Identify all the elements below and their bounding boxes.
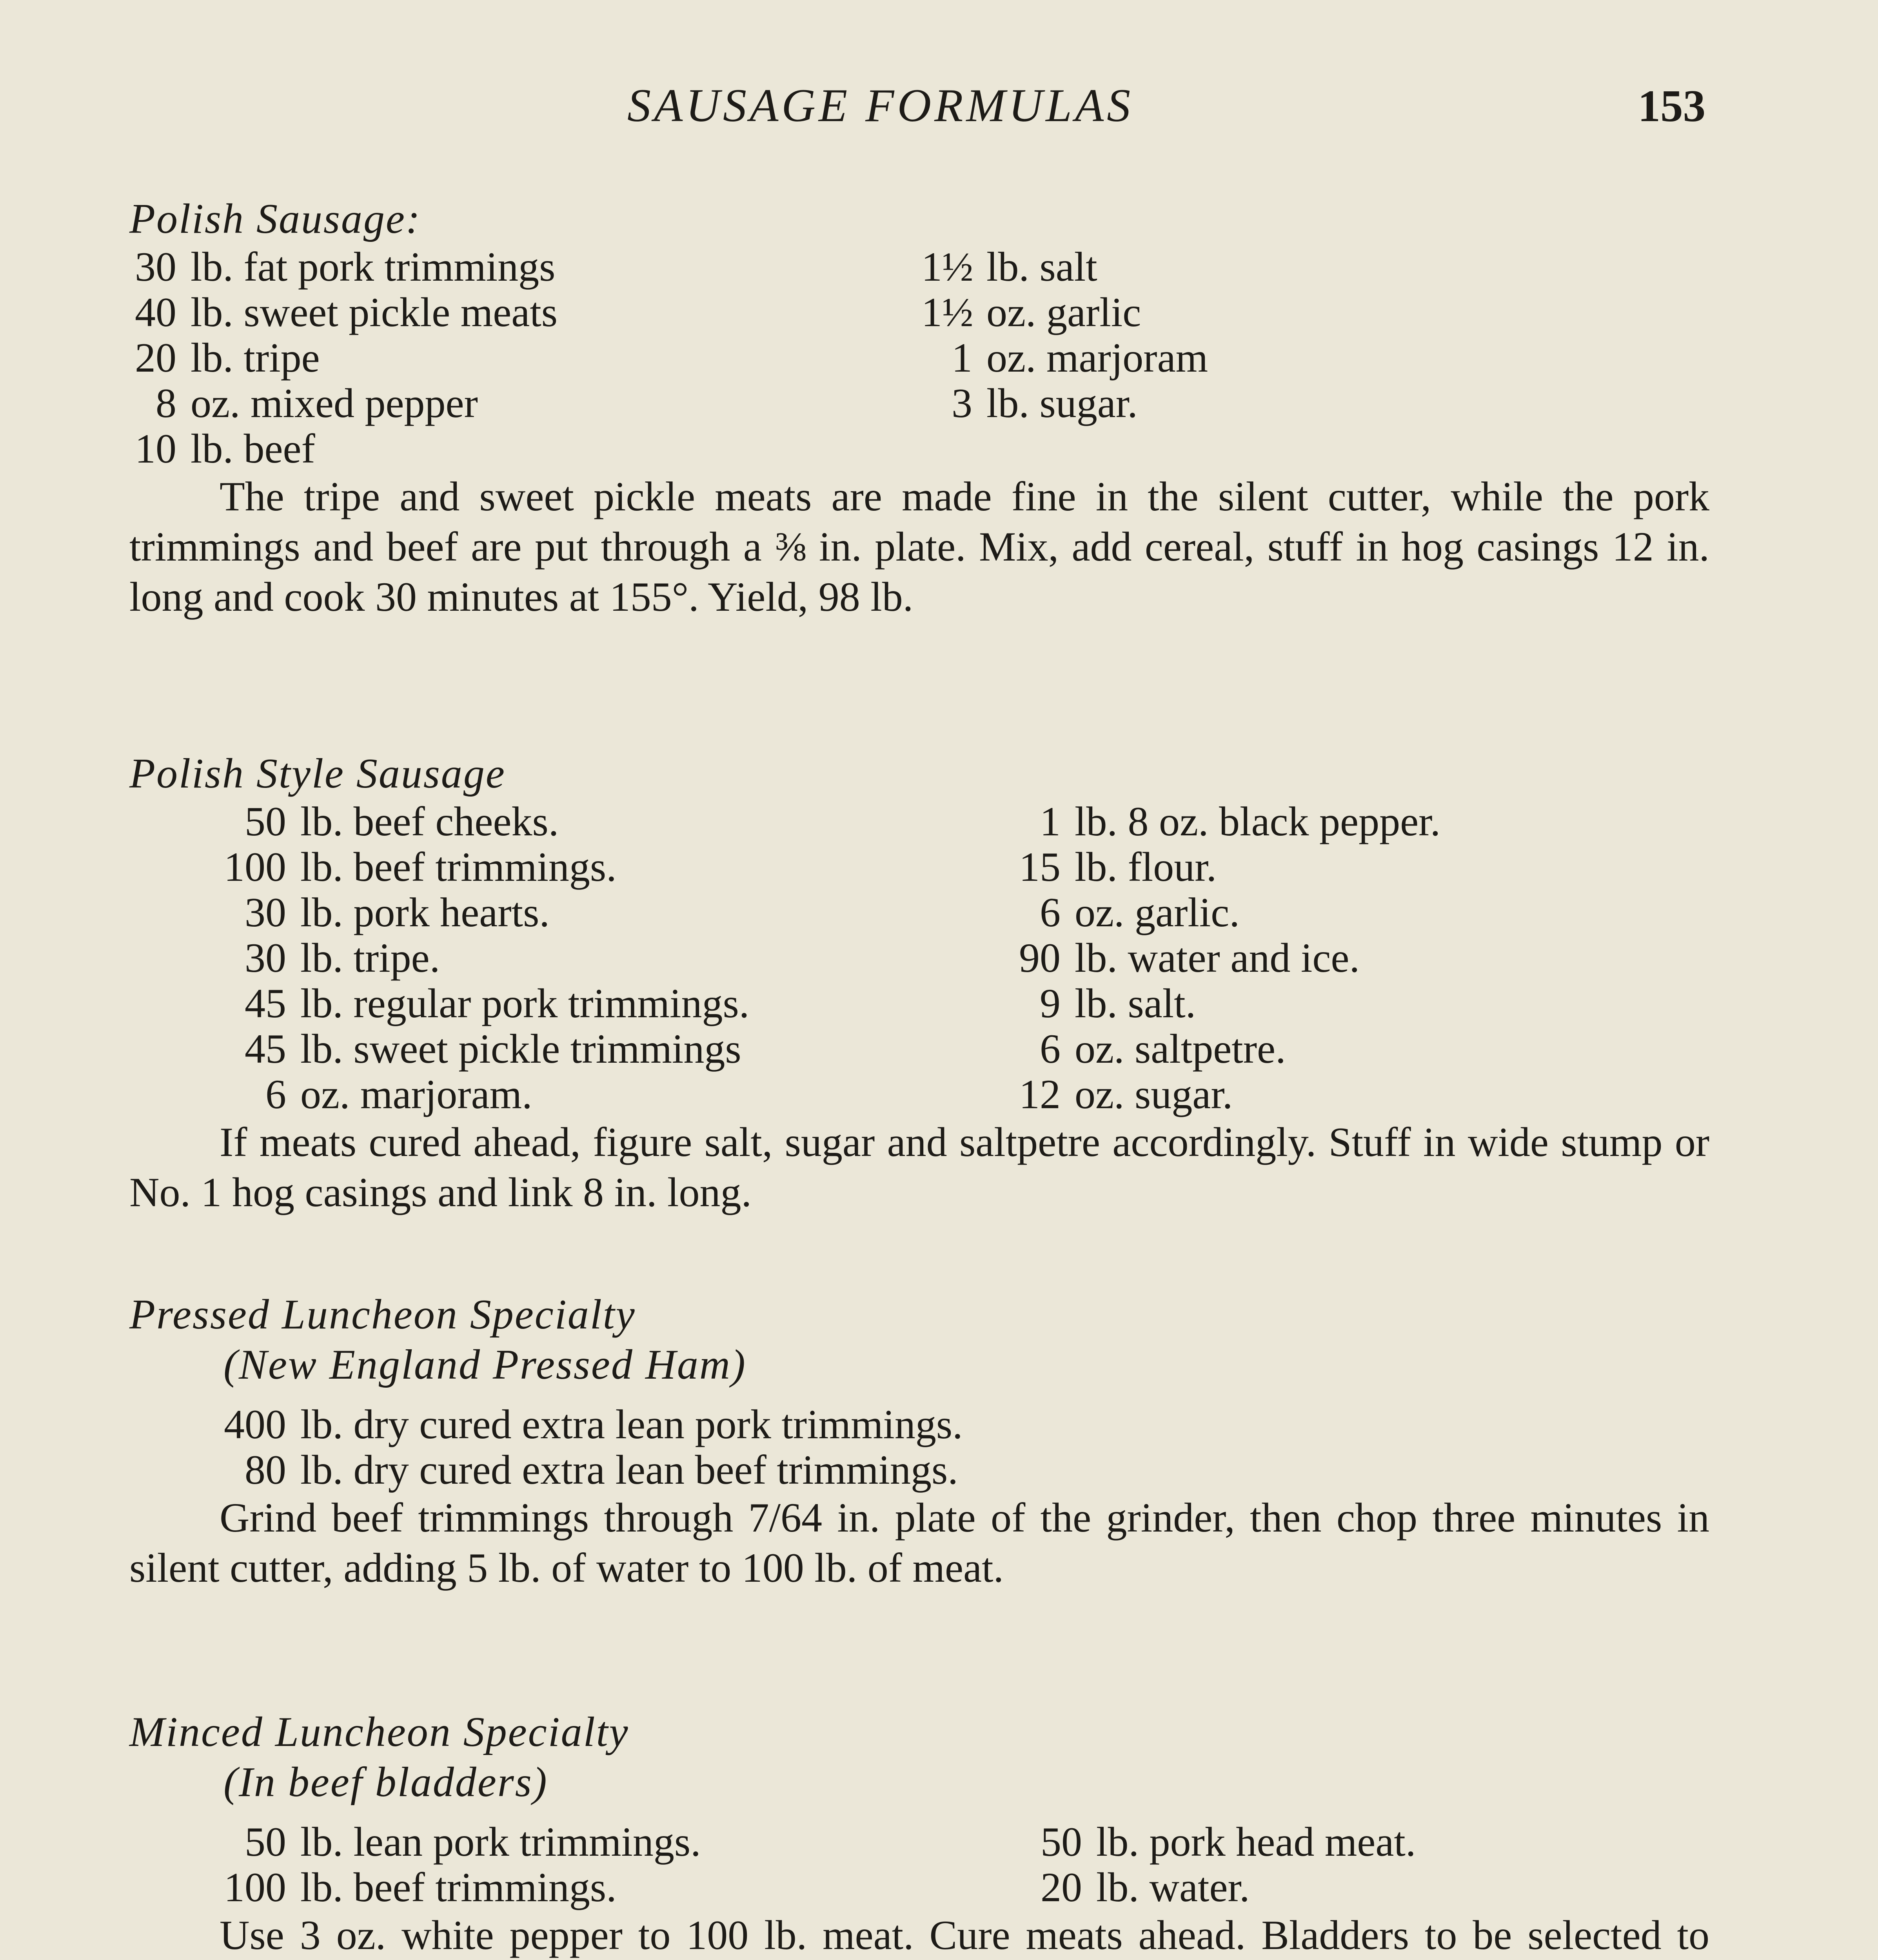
ingredient-quantity: 30	[135, 244, 176, 290]
ingredient-name: lb. regular pork trimmings.	[300, 980, 750, 1026]
ingredient-name: lb. fat pork trimmings	[191, 244, 556, 290]
ingredient-name: lb. salt.	[1075, 980, 1196, 1026]
recipe-title: Polish Sausage:	[129, 196, 421, 242]
ingredient-name: lb. beef cheeks.	[300, 799, 559, 844]
ingredient-quantity: 400	[224, 1401, 286, 1447]
ingredient-quantity: 50	[1041, 1819, 1082, 1865]
ingredient-quantity: 1½	[921, 244, 974, 290]
ingredient-list	[129, 1402, 1709, 1493]
ingredient-name: lb. water.	[1096, 1864, 1250, 1910]
ingredient-name: oz. sugar.	[1075, 1071, 1233, 1117]
recipe-pressed-luncheon	[129, 1290, 1709, 1593]
ingredient-quantity: 20	[1041, 1864, 1082, 1910]
ingredient-name: oz. marjoram	[986, 335, 1208, 381]
ingredient-name: oz. garlic.	[1075, 889, 1240, 935]
ingredient-quantity: 45	[245, 980, 286, 1026]
page-number: 153	[1638, 81, 1705, 131]
recipe-subtitle: (New England Pressed Ham)	[223, 1341, 746, 1388]
ingredient-name: lb. beef	[191, 426, 315, 472]
ingredient-quantity: 12	[1019, 1071, 1061, 1117]
ingredient-row	[129, 1072, 1709, 1117]
ingredient-row	[129, 1447, 1709, 1493]
ingredient-row	[129, 890, 1709, 935]
ingredient-row	[129, 935, 1709, 981]
ingredient-row	[129, 799, 1709, 844]
ingredient-name: lb. beef trimmings.	[300, 844, 617, 890]
ingredient-quantity: 10	[135, 426, 176, 472]
ingredient-quantity: 8	[156, 380, 176, 426]
recipe-subtitle: (In beef bladders)	[223, 1759, 548, 1806]
ingredient-row	[129, 1026, 1709, 1072]
ingredient-quantity: 50	[245, 799, 286, 844]
ingredient-quantity: 1	[952, 335, 972, 381]
ingredient-name: lb. water and ice.	[1075, 935, 1360, 981]
ingredient-list	[129, 244, 1709, 472]
recipe-instructions: Use 3 oz. white pepper to 100 lb. meat. Cure meats ahead. Bladders to be selected to	[220, 1912, 1709, 1958]
ingredient-name	[972, 426, 986, 472]
ingredient-name: lb. 8 oz. black pepper.	[1075, 799, 1441, 844]
ingredient-name: lb. lean pork trimmings.	[300, 1819, 701, 1865]
ingredient-list	[129, 1819, 1709, 1910]
ingredient-row	[129, 1865, 1709, 1910]
ingredient-quantity: 30	[245, 935, 286, 981]
ingredient-row	[129, 290, 1709, 335]
ingredient-quantity: 40	[135, 289, 176, 335]
recipe-minced-luncheon	[129, 1707, 1709, 1960]
ingredient-quantity: 9	[1040, 980, 1061, 1026]
ingredient-row	[129, 844, 1709, 890]
recipe-instructions: Grind beef trimmings through 7/64 in. plate of the grinder, then chop three minutes in silent cutter, adding 5 lb. of water to 100 lb. of meat.	[129, 1495, 1709, 1591]
ingredient-name: lb. dry cured extra lean pork trimmings.	[300, 1401, 963, 1447]
page-header	[627, 78, 1705, 132]
ingredient-name: lb. sweet pickle meats	[191, 289, 558, 335]
ingredient-list	[129, 799, 1709, 1117]
ingredient-name: oz. saltpetre.	[1075, 1026, 1286, 1072]
ingredient-name: lb. beef trimmings.	[300, 1864, 617, 1910]
ingredient-quantity: 6	[1040, 889, 1061, 935]
recipe-polish-sausage	[129, 194, 1709, 622]
ingredient-quantity: 50	[245, 1819, 286, 1865]
ingredient-quantity: 90	[1019, 935, 1061, 981]
ingredient-quantity: 1½	[921, 289, 974, 335]
ingredient-row	[129, 981, 1709, 1026]
ingredient-quantity: 15	[1019, 844, 1061, 890]
ingredient-name: lb. pork head meat.	[1096, 1819, 1416, 1865]
running-title: SAUSAGE FORMULAS	[627, 79, 1134, 131]
recipe-title: Pressed Luncheon Specialty	[129, 1291, 636, 1338]
ingredient-row	[129, 426, 1709, 472]
ingredient-row	[129, 335, 1709, 381]
ingredient-name: lb. tripe	[191, 335, 320, 381]
recipe-title: Minced Luncheon Specialty	[129, 1709, 629, 1755]
ingredient-row	[129, 244, 1709, 290]
ingredient-name: oz. mixed pepper	[191, 380, 478, 426]
ingredient-quantity: 45	[245, 1026, 286, 1072]
ingredient-name: lb. sweet pickle trimmings	[300, 1026, 741, 1072]
recipe-instructions: The tripe and sweet pickle meats are made fine in the silent cutter, while the pork trimmings and beef are put through a ⅜ in. plate. Mix, add cereal, stuff in hog casings 12 in. long and cook 30 minutes at 155°. Yield, 98 lb.	[129, 474, 1709, 620]
ingredient-quantity: 1	[1040, 799, 1061, 844]
ingredient-name: lb. dry cured extra lean beef trimmings.	[300, 1447, 958, 1493]
ingredient-name: lb. salt	[986, 244, 1097, 290]
ingredient-quantity: 3	[952, 380, 972, 426]
ingredient-row	[129, 381, 1709, 426]
ingredient-name: oz. garlic	[986, 289, 1141, 335]
ingredient-name: lb. sugar.	[986, 380, 1138, 426]
ingredient-quantity: 80	[245, 1447, 286, 1493]
ingredient-quantity: 30	[245, 889, 286, 935]
ingredient-row	[129, 1819, 1709, 1865]
recipe-instructions: If meats cured ahead, figure salt, sugar and saltpetre accordingly. Stuff in wide stump or No. 1 hog casings and link 8 in. long.	[129, 1119, 1709, 1215]
ingredient-row	[129, 1402, 1709, 1447]
ingredient-name: lb. pork hearts.	[300, 889, 550, 935]
ingredient-quantity: 100	[224, 1864, 286, 1910]
recipe-title: Polish Style Sausage	[129, 750, 506, 797]
ingredient-quantity: 6	[1040, 1026, 1061, 1072]
ingredient-quantity: 100	[224, 844, 286, 890]
ingredient-quantity: 6	[265, 1071, 286, 1117]
ingredient-name: oz. marjoram.	[300, 1071, 532, 1117]
ingredient-name: lb. tripe.	[300, 935, 440, 981]
ingredient-quantity: 20	[135, 335, 176, 381]
recipe-polish-style-sausage	[129, 749, 1709, 1218]
ingredient-quantity	[921, 426, 972, 472]
ingredient-name: lb. flour.	[1075, 844, 1217, 890]
